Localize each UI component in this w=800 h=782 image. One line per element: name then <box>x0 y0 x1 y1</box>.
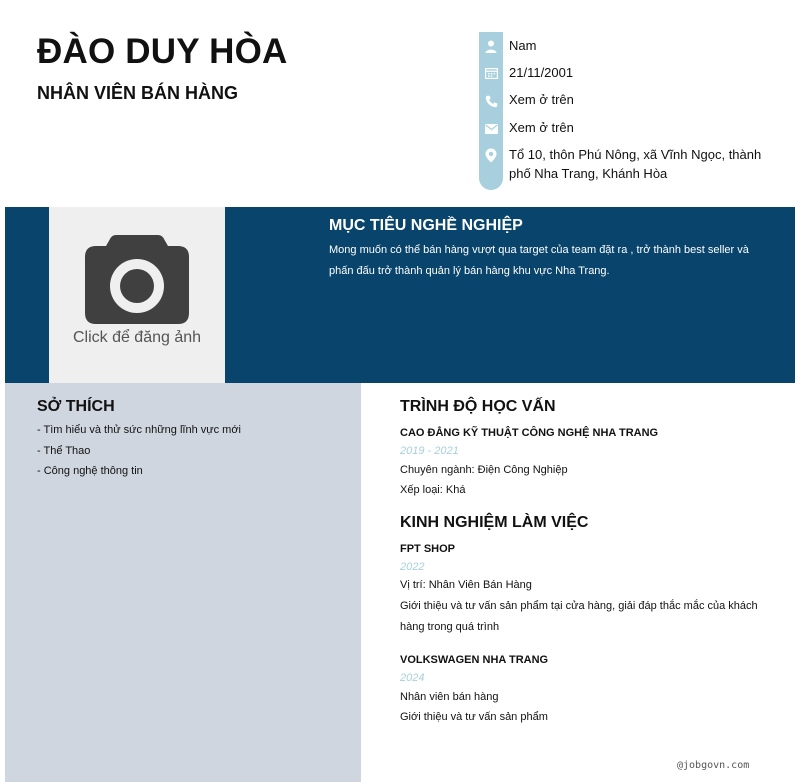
job-period: 2022 <box>400 561 425 573</box>
address-value: Tổ 10, thôn Phú Nông, xã Vĩnh Ngọc, thành phố Nha Trang, Khánh Hòa <box>509 147 762 181</box>
job-description: Giới thiệu và tư vấn sản phẩm tại cửa hàng, giải đáp thắc mắc của khách hàng trong quá trình <box>400 600 758 633</box>
job-period: 2024 <box>400 672 425 684</box>
mail-icon <box>483 121 499 137</box>
candidate-name: ĐÀO DUY HÒA <box>37 32 288 71</box>
hobbies-title: SỞ THÍCH <box>37 398 115 415</box>
education-title: TRÌNH ĐỘ HỌC VẤN <box>400 398 556 415</box>
school-name: CAO ĐẲNG KỸ THUẬT CÔNG NGHỆ NHA TRANG <box>400 427 659 439</box>
email-value: Xem ở trên <box>509 120 574 135</box>
job-description: Giới thiệu và tư vấn sản phẩm <box>400 711 548 723</box>
hobby-item: - Công nghệ thông tin <box>37 465 143 477</box>
experience-title: KINH NGHIỆM LÀM VIỆC <box>400 514 589 531</box>
left-column <box>5 383 361 782</box>
gender-value: Nam <box>509 38 537 53</box>
contact-icon-bar <box>479 32 503 190</box>
photo-upload-label: Click để đăng ảnh <box>72 329 202 346</box>
camera-icon <box>84 233 190 325</box>
objective-title: MỤC TIÊU NGHỀ NGHIỆP <box>329 217 523 234</box>
phone-value: Xem ở trên <box>509 92 574 107</box>
job-position: Nhân viên bán hàng <box>400 691 499 703</box>
job-title: NHÂN VIÊN BÁN HÀNG <box>37 83 239 103</box>
company-name: VOLKSWAGEN NHA TRANG <box>400 654 549 666</box>
phone-icon <box>483 93 499 109</box>
photo-upload[interactable] <box>49 207 225 383</box>
watermark: @jobgovn.com <box>677 760 750 771</box>
calendar-icon <box>483 65 499 81</box>
education-grade: Xếp loại: Khá <box>400 484 466 496</box>
education-period: 2019 - 2021 <box>400 445 459 457</box>
location-pin-icon <box>483 147 499 163</box>
job-position: Vị trí: Nhân Viên Bán Hàng <box>400 579 532 591</box>
hobby-item: - Thể Thao <box>37 445 91 457</box>
company-name: FPT SHOP <box>400 543 456 555</box>
birthday-value: 21/11/2001 <box>509 65 574 80</box>
person-icon <box>483 38 499 54</box>
hobby-item: - Tìm hiểu và thử sức những lĩnh vực mới <box>37 424 241 436</box>
objective-text: Mong muốn có thể bán hàng vượt qua target của team đặt ra , trở thành best seller và phấn đấu trở thành quản lý bán hàng khu vực Nha Trang. <box>329 244 749 277</box>
education-major: Chuyên ngành: Điện Công Nghiệp <box>400 464 568 476</box>
